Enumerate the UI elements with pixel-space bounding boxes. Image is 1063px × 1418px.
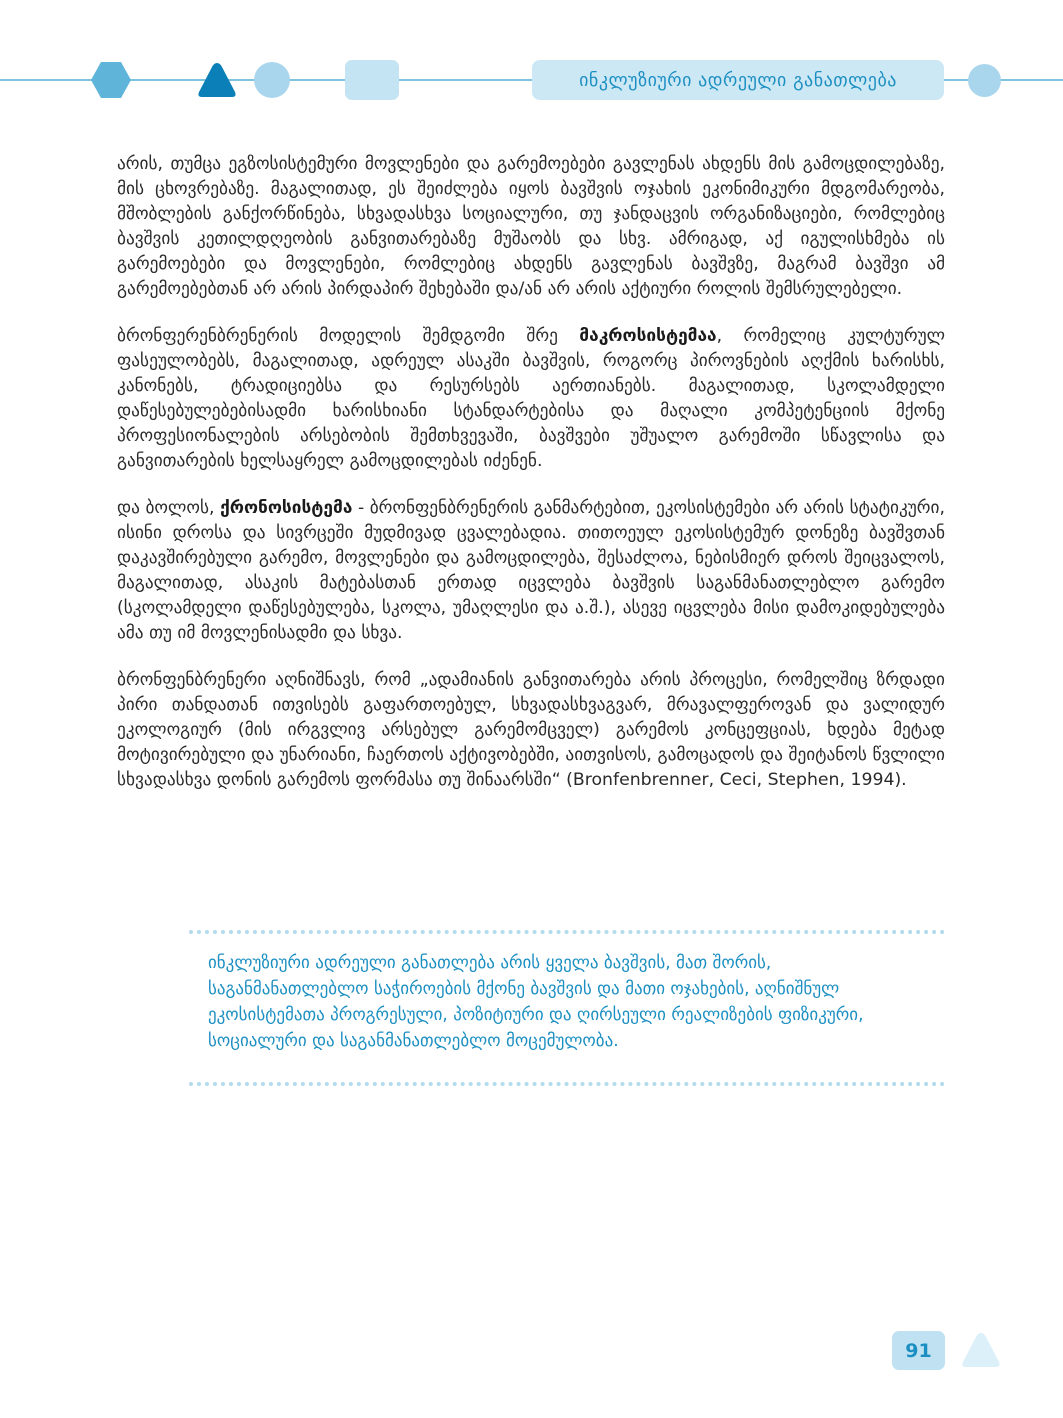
triangle-icon <box>196 60 238 100</box>
paragraph-quote <box>117 668 945 793</box>
page-number: 91 <box>892 1331 945 1370</box>
circle-icon <box>968 64 1001 97</box>
definition-callout <box>189 930 945 1086</box>
circle-icon <box>254 62 290 98</box>
paragraph-text: ბრონფერენბრენერის მოდელის შემდგომი შრე <box>117 326 580 346</box>
running-header-title: ინკლუზიური ადრეული განათლება <box>532 60 944 100</box>
paragraph-text: ბრონფენბრენერი აღნიშნავს, რომ „ადამიანის განვითარება არის პროცესი, რომელშიც ზრდადი პირი თანდათან ითვისებს გაფართოებულ, სხვადასხვაგვარ, მრავალფეროვან და ვალიდურ ეკოლოგიურ (მის ირგვლივ არსებულ გარემომცველ) გარემოს კონცეფციას, ხდება მეტად მოტივირებული და უნარიანი, ჩაერთოს აქტივობებში, აითვისოს, გამოცადოს და შეიტანოს წვლილი სხვადასხვა დონის გარემოს ფორმასა თუ შინაარსში“ (Bronfenbrenner, Ceci, Stephen, 1994). <box>117 670 945 790</box>
rounded-square-icon <box>345 60 399 100</box>
paragraph-text: - ბრონფენბრენერის განმარტებით, ეკოსისტემები არ არის სტატიკური, ისინი დროსა და სივრცეში მუდმივად ცვალებადია. თითოეულ ეკოსისტემურ დონეზე ბავშვთან დაკავშირებული გარემო, მოვლენები და გამოცდილება, შესაძლოა, ნებისმიერ დროს შეიცვალოს, მაგალითად, ასაკის მატებასთან ერთად იცვლება ბავშვის საგანმანათლებლო გარემო (სკოლამდელი დაწესებულება, სკოლა, უმაღლესი და ა.შ.), ასევე იცვლება მისი დამოკიდებულება ამა თუ იმ მოვლენისადმი და სხვა. <box>117 498 945 643</box>
term-chronosystem: ქრონოსისტემა <box>220 498 353 518</box>
paragraph-text: არის, თუმცა ეგზოსისტემური მოვლენები და გარემოებები გავლენას ახდენს მის გამოცდილებაზე, მის ცხოვრებაზე. მაგალითად, ეს შეიძლება იყოს ბავშვის ოჯახის ეკონიმიკური მდგომარეობა, მშობლების განქორწინება, სხვადასხვა სოციალური, თუ ჯანდაცვის ორგანიზაციები, რომლებიც ბავშვის კეთილდღეობის განვითარებაზე მუშაობს და სხვ. ამრიგად, აქ იგულისხმება ის გარემოებები და მოვლენები, რომლებიც ახდენს გავლენას ბავშვზე, მაგრამ ბავშვი ამ გარემოებებთან არ არის პირდაპირ შეხებაში და/ან არ არის აქტიური როლის შემსრულებელი. <box>117 154 945 299</box>
paragraph-macrosystem <box>117 324 945 474</box>
body-text <box>117 152 945 815</box>
triangle-icon <box>960 1330 1002 1370</box>
paragraph-text: და ბოლოს, <box>117 498 221 518</box>
paragraph-text: , რომელიც კულტურულ ფასეულობებს, მაგალითად, ადრეულ ასაკში ბავშვის, როგორც პიროვნების აღქმის ხარისხს, კანონებს, ტრადიციებსა და რესურსებს აერთიანებს. მაგალითად, სკოლამდელი დაწესებულებებისადმი ხარისხიანი სტანდარტებისა და მაღალი კომპეტენციის მქონე პროფესიონალების არსებობის შემთხვევაში, ბავშვები უშუალო გარემოში სწავლისა და განვითარების ხელსაყრელ გამოცდილებას იძენენ. <box>117 326 945 471</box>
callout-text: ინკლუზიური ადრეული განათლება არის ყველა ბავშვის, მათ შორის, საგანმანათლებლო საჭიროების მქონე ბავშვის და მათი ოჯახების, აღნიშნულ ეკოსისტემათა პროგრესული, პოზიტიური და ღირსეული რეალიზების ფიზიკური, სოციალური და საგანმანათლებლო მოცემულობა. <box>208 953 864 1051</box>
hexagon-icon <box>91 62 131 98</box>
term-macrosystem: მაკროსისტემაა <box>579 326 717 346</box>
paragraph-exosystem <box>117 152 945 302</box>
paragraph-chronosystem <box>117 496 945 646</box>
